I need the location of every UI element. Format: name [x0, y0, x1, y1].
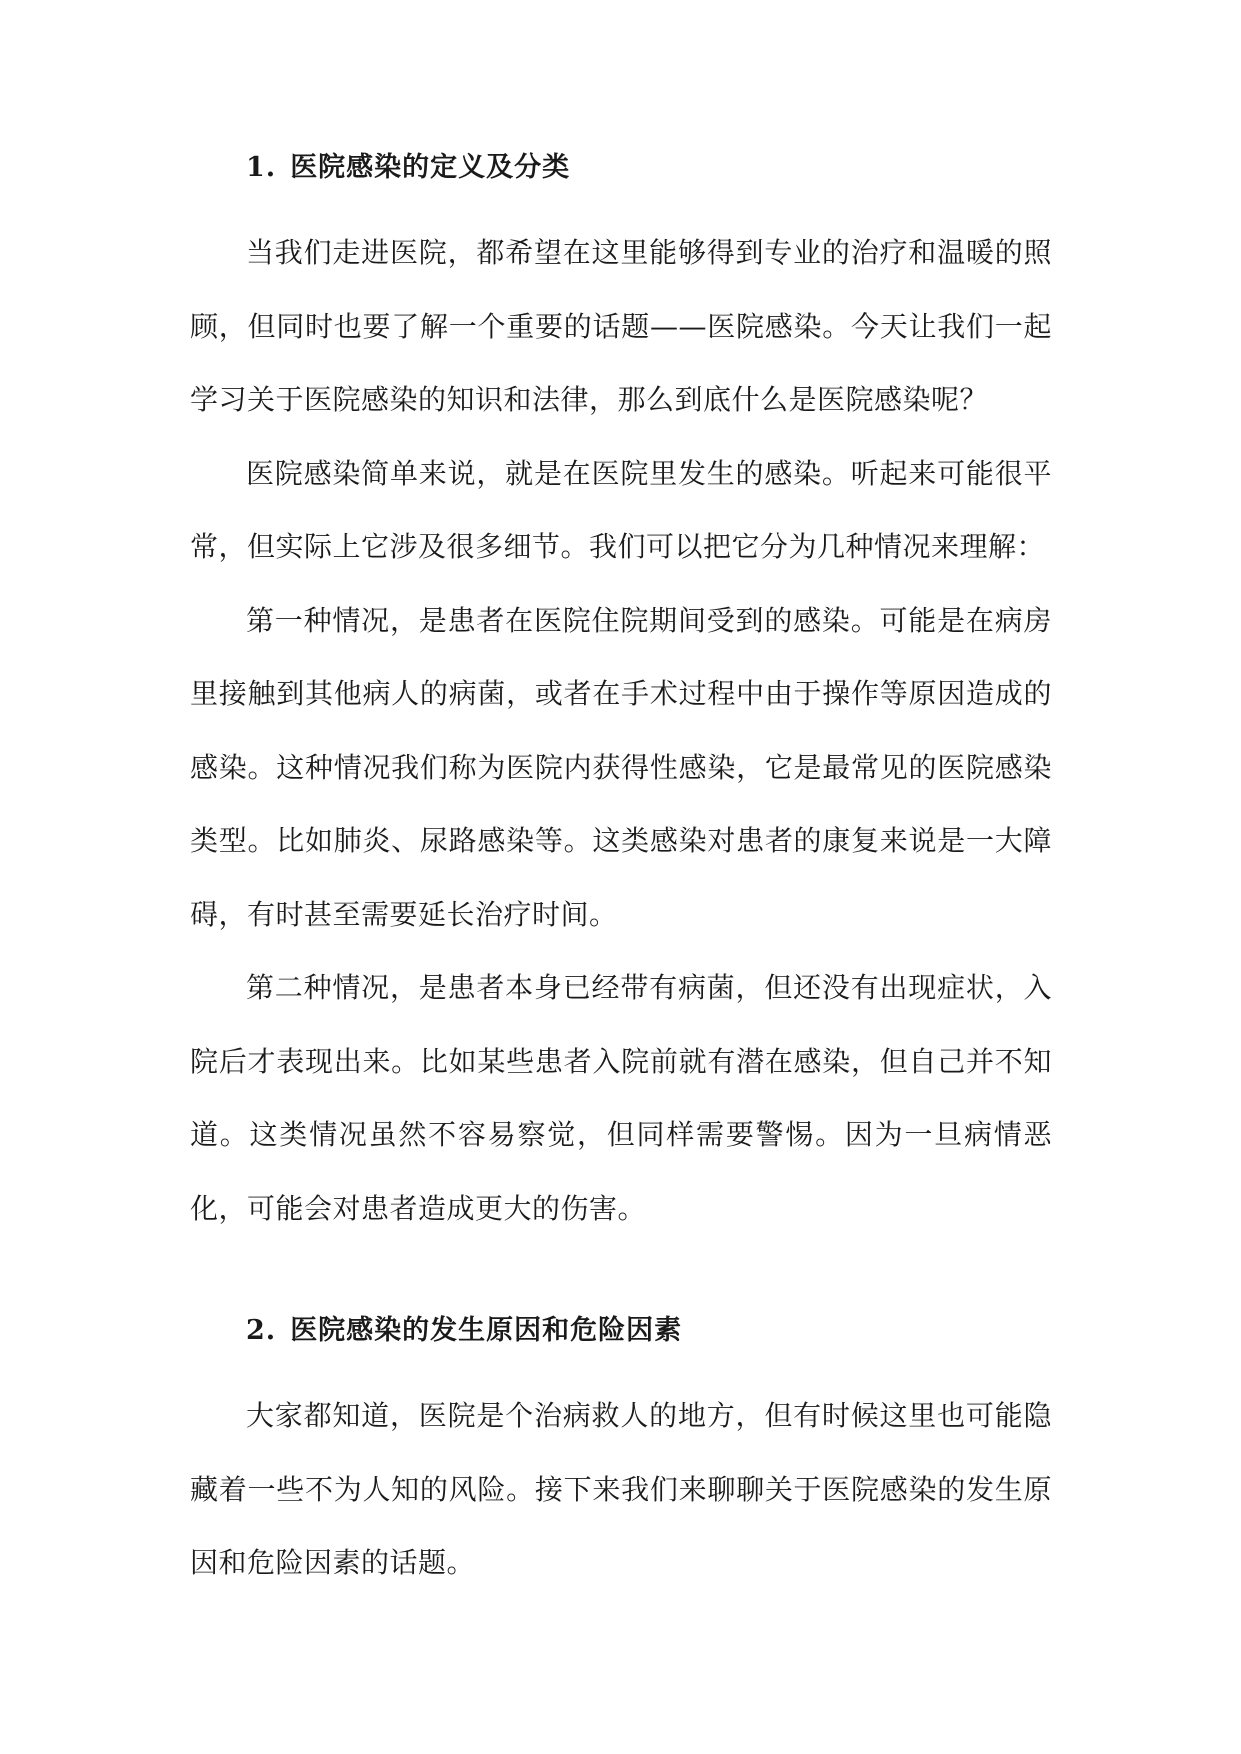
paragraph: 医院感染简单来说，就是在医院里发生的感染。听起来可能很平常，但实际上它涉及很多细节。我们可以把它分为几种情况来理解：: [190, 456, 1052, 563]
paragraph: 当我们走进医院，都希望在这里能够得到专业的治疗和温暖的照顾，但同时也要了解一个重要的话题——医院感染。今天让我们一起学习关于医院感染的知识和法律，那么到底什么是医院感染呢？: [190, 236, 1052, 416]
section-number: 1.: [246, 152, 277, 183]
paragraph: 第二种情况，是患者本身已经带有病菌，但还没有出现症状，入院后才表现出来。比如某些患者入院前就有潜在感染，但自己并不知道。这类情况虽然不容易察觉，但同样需要警惕。因为一旦病情恶化，可能会对患者造成更大的伤害。: [190, 971, 1052, 1225]
section-heading-2: [190, 1311, 1052, 1351]
section-title: 医院感染的定义及分类: [290, 152, 571, 183]
section-title: 医院感染的发生原因和危险因素: [290, 1315, 683, 1346]
paragraph: 第一种情况，是患者在医院住院期间受到的感染。可能是在病房里接触到其他病人的病菌，或者在手术过程中由于操作等原因造成的感染。这种情况我们称为医院内获得性感染，它是最常见的医院感染类型。比如肺炎、尿路感染等。这类感染对患者的康复来说是一大障碍，有时甚至需要延长治疗时间。: [190, 603, 1052, 931]
section-heading-1: [190, 148, 1052, 188]
paragraph: 大家都知道，医院是个治病救人的地方，但有时候这里也可能隐藏着一些不为人知的风险。接下来我们来聊聊关于医院感染的发生原因和危险因素的话题。: [190, 1399, 1052, 1579]
document-page: [190, 148, 1052, 1600]
section-number: 2.: [246, 1315, 277, 1346]
